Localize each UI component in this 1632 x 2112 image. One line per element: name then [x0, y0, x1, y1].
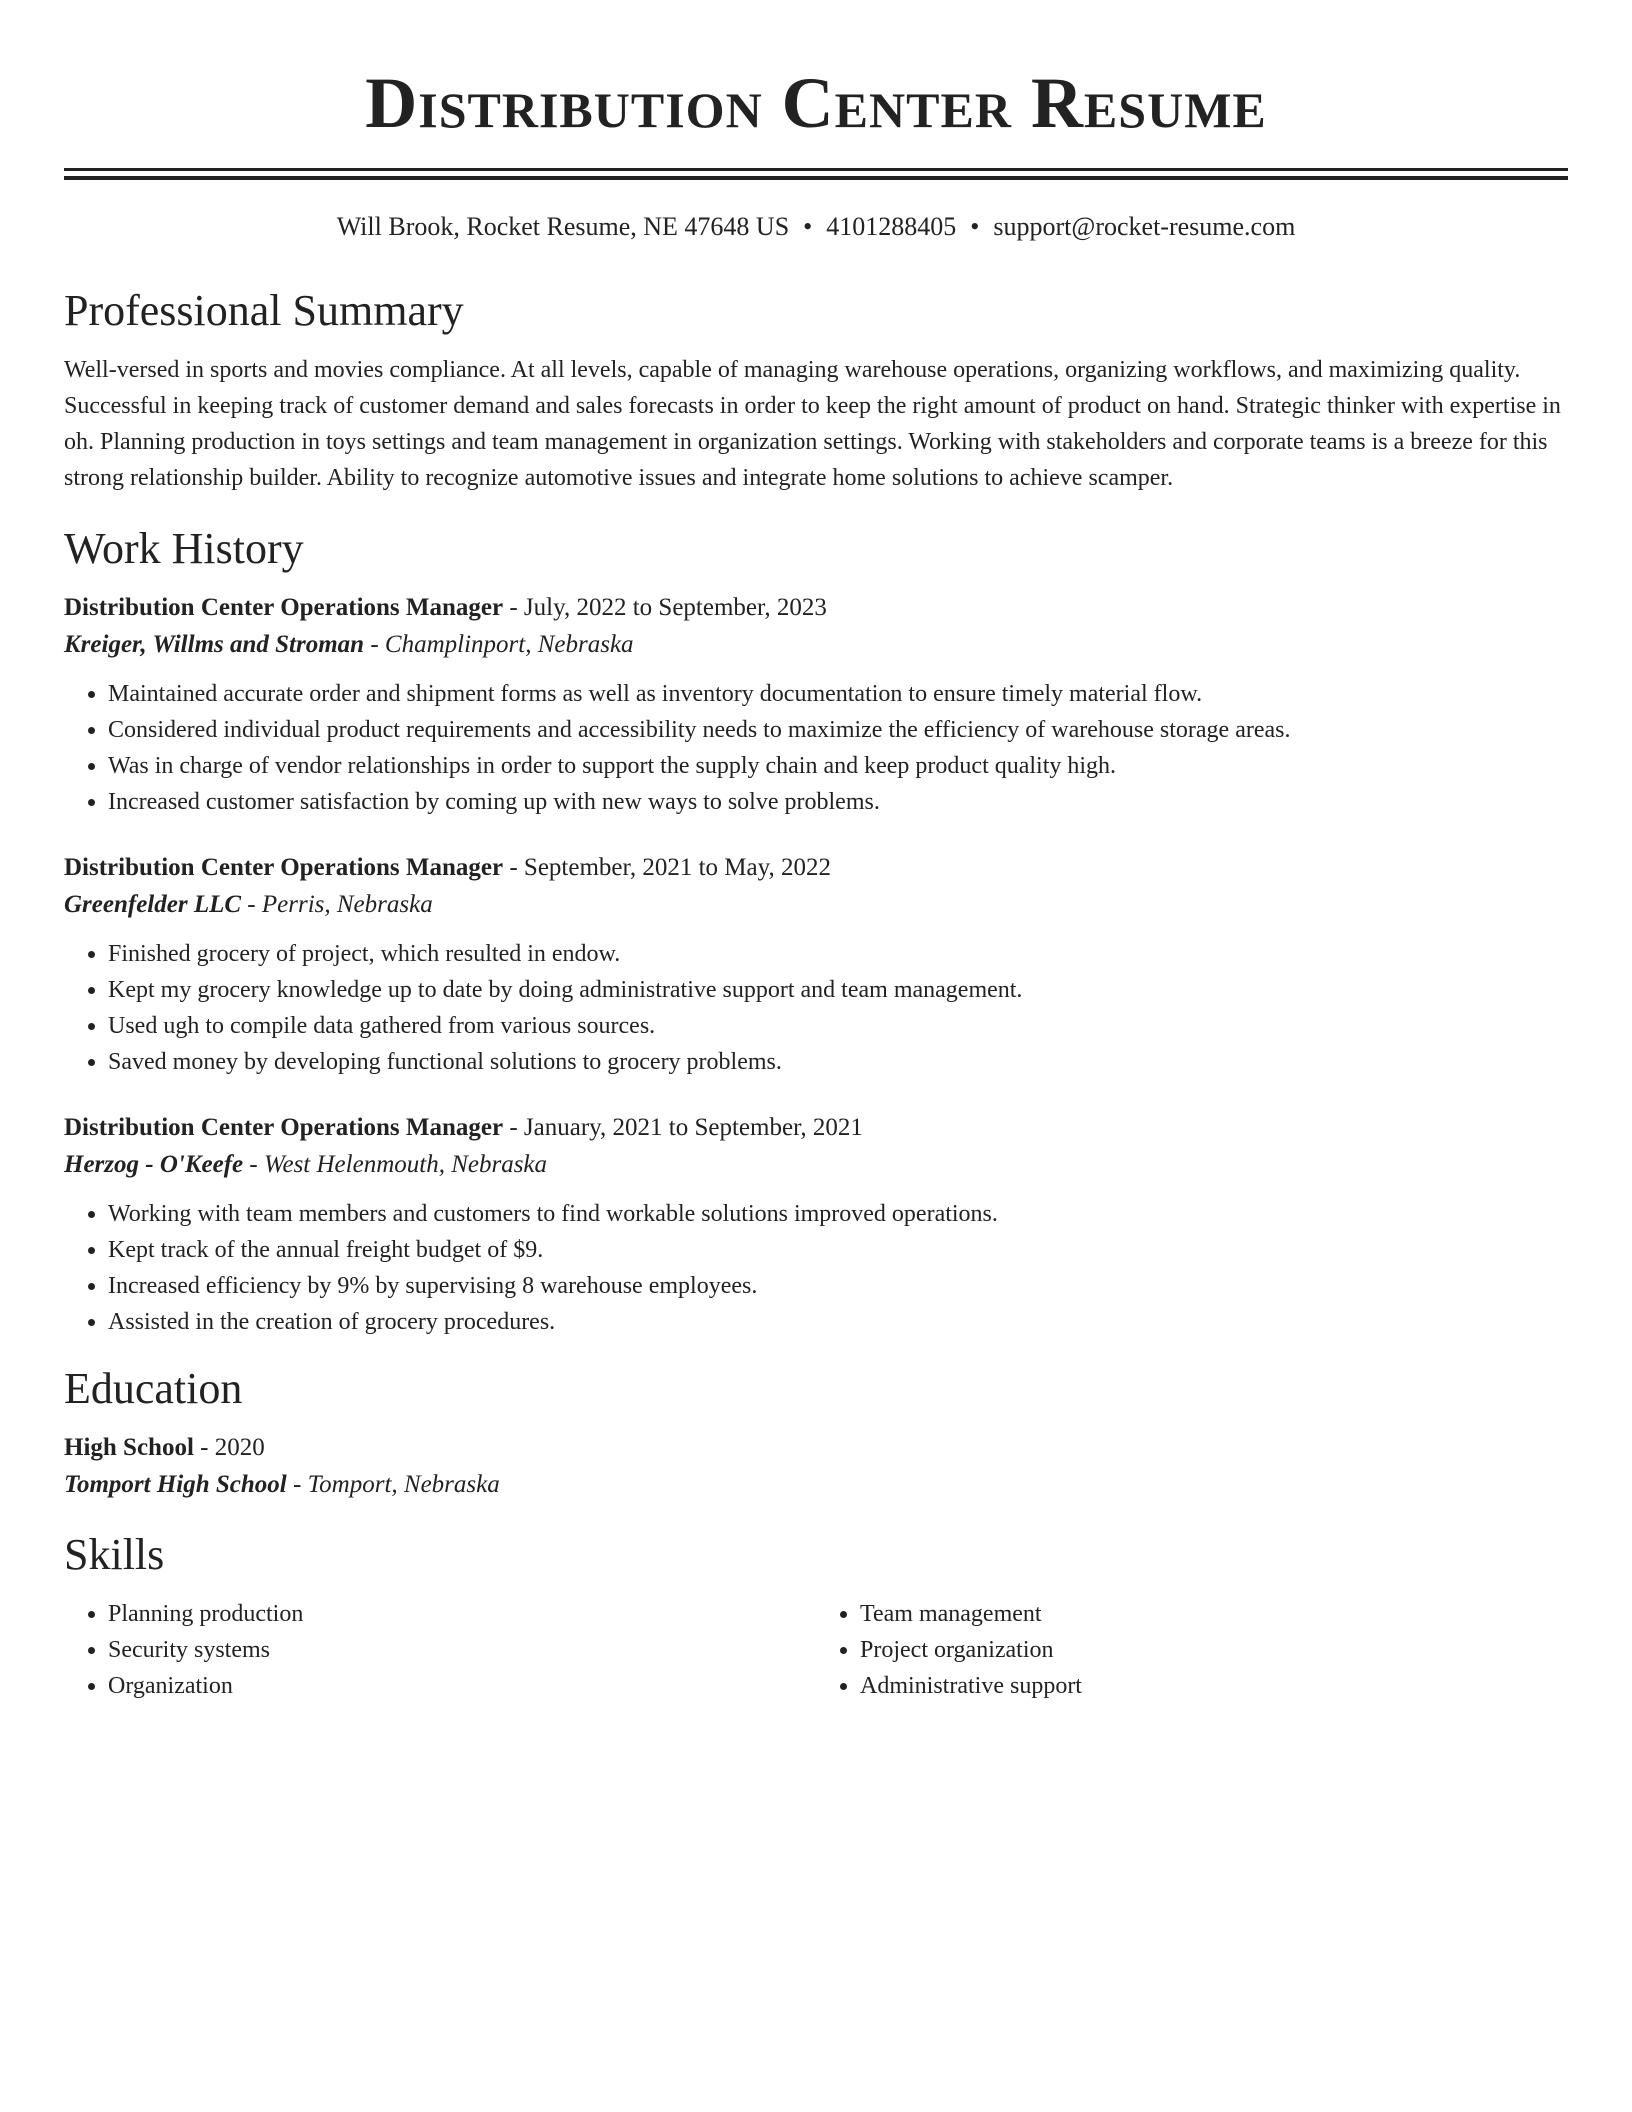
summary-heading: Professional Summary: [64, 286, 464, 335]
title-divider: [64, 168, 1568, 180]
skills-list: [816, 1596, 1568, 1704]
education-year: - 2020: [193, 1434, 265, 1461]
job-employer: [64, 1146, 1568, 1184]
job-bullet: • Considered individual product requirements and accessibility needs to maximize the efficiency of warehouse storage areas.: [108, 712, 1568, 748]
job-entry: [64, 1110, 1568, 1340]
contact-address: Will Brook, Rocket Resume, NE 47648 US: [336, 212, 790, 241]
job-header: [64, 1110, 1568, 1146]
job-bullet: • Was in charge of vendor relationships in order to support the supply chain and keep product quality high.: [108, 748, 1568, 784]
job-bullet: • Increased efficiency by 9% by supervising 8 warehouse employees.: [108, 1268, 1568, 1304]
job-bullets: [64, 936, 1568, 1080]
job-bullet: • Used ugh to compile data gathered from various sources.: [108, 1008, 1568, 1044]
education-degree: High School: [64, 1434, 194, 1461]
skills-column-left: [64, 1596, 816, 1704]
education-header: [64, 1430, 1568, 1466]
job-company: Herzog - O'Keefe: [64, 1151, 244, 1178]
job-bullet: • Assisted in the creation of grocery procedures.: [108, 1304, 1568, 1340]
job-bullet: • Working with team members and customers to find workable solutions improved operations.: [108, 1196, 1568, 1232]
job-bullet: • Saved money by developing functional solutions to grocery problems.: [108, 1044, 1568, 1080]
skills-list: [64, 1596, 816, 1704]
job-bullet: • Maintained accurate order and shipment forms as well as inventory documentation to ensure timely material flow.: [108, 676, 1568, 712]
job-title: Distribution Center Operations Manager: [64, 594, 504, 621]
job-bullets: [64, 676, 1568, 820]
work-history-heading: Work History: [64, 524, 304, 573]
education-school: Tomport High School: [64, 1471, 287, 1498]
job-dates: - January, 2021 to September, 2021: [503, 1114, 863, 1141]
job-location: - Champlinport, Nebraska: [364, 631, 634, 658]
education-school-line: [64, 1466, 1568, 1504]
skills-column-right: [816, 1596, 1568, 1704]
job-entry: [64, 590, 1568, 820]
job-dates: - July, 2022 to September, 2023: [503, 594, 827, 621]
contact-separator: •: [970, 212, 980, 241]
contact-line: [64, 210, 1568, 244]
skill-item: • Team management: [860, 1596, 1568, 1632]
job-bullets: [64, 1196, 1568, 1340]
education-entry: [64, 1430, 1568, 1504]
job-bullet: • Kept track of the annual freight budget of $9.: [108, 1232, 1568, 1268]
resume-title: Distribution Center Resume: [365, 63, 1267, 143]
skill-item: • Planning production: [108, 1596, 816, 1632]
job-header: [64, 590, 1568, 626]
job-company: Kreiger, Willms and Stroman: [64, 631, 365, 658]
summary-text: Well-versed in sports and movies compliance. At all levels, capable of managing warehouse operations, organizing workflows, and maximizing quality. Successful in keeping track of customer demand and sales forecasts in order to keep the right amount of product on hand. Strategic thinker with expertise in oh. Planning production in toys settings and team management in organization settings. Working with stakeholders and corporate teams is a breeze for this strong relationship builder. Ability to recognize automotive issues and integrate home solutions to achieve scamper.: [64, 357, 1561, 491]
job-employer: [64, 886, 1568, 924]
education-heading: Education: [64, 1364, 243, 1413]
job-entry: [64, 850, 1568, 1080]
job-location: - Perris, Nebraska: [241, 891, 433, 918]
job-bullet: • Increased customer satisfaction by coming up with new ways to solve problems.: [108, 784, 1568, 820]
skill-item: • Project organization: [860, 1632, 1568, 1668]
skill-item: • Organization: [108, 1668, 816, 1704]
job-title: Distribution Center Operations Manager: [64, 854, 504, 881]
skill-item: • Security systems: [108, 1632, 816, 1668]
job-location: - West Helenmouth, Nebraska: [243, 1151, 548, 1178]
education-location: - Tomport, Nebraska: [286, 1471, 500, 1498]
contact-phone: 4101288405: [826, 212, 957, 241]
job-bullet: • Finished grocery of project, which resulted in endow.: [108, 936, 1568, 972]
skills-grid: [64, 1596, 1568, 1704]
job-dates: - September, 2021 to May, 2022: [503, 854, 831, 881]
skills-heading: Skills: [64, 1530, 165, 1579]
job-employer: [64, 626, 1568, 664]
contact-email: support@rocket-resume.com: [993, 212, 1296, 241]
job-title: Distribution Center Operations Manager: [64, 1114, 504, 1141]
job-header: [64, 850, 1568, 886]
job-company: Greenfelder LLC: [64, 891, 242, 918]
contact-separator: •: [803, 212, 813, 241]
job-bullet: • Kept my grocery knowledge up to date by doing administrative support and team management.: [108, 972, 1568, 1008]
skill-item: • Administrative support: [860, 1668, 1568, 1704]
